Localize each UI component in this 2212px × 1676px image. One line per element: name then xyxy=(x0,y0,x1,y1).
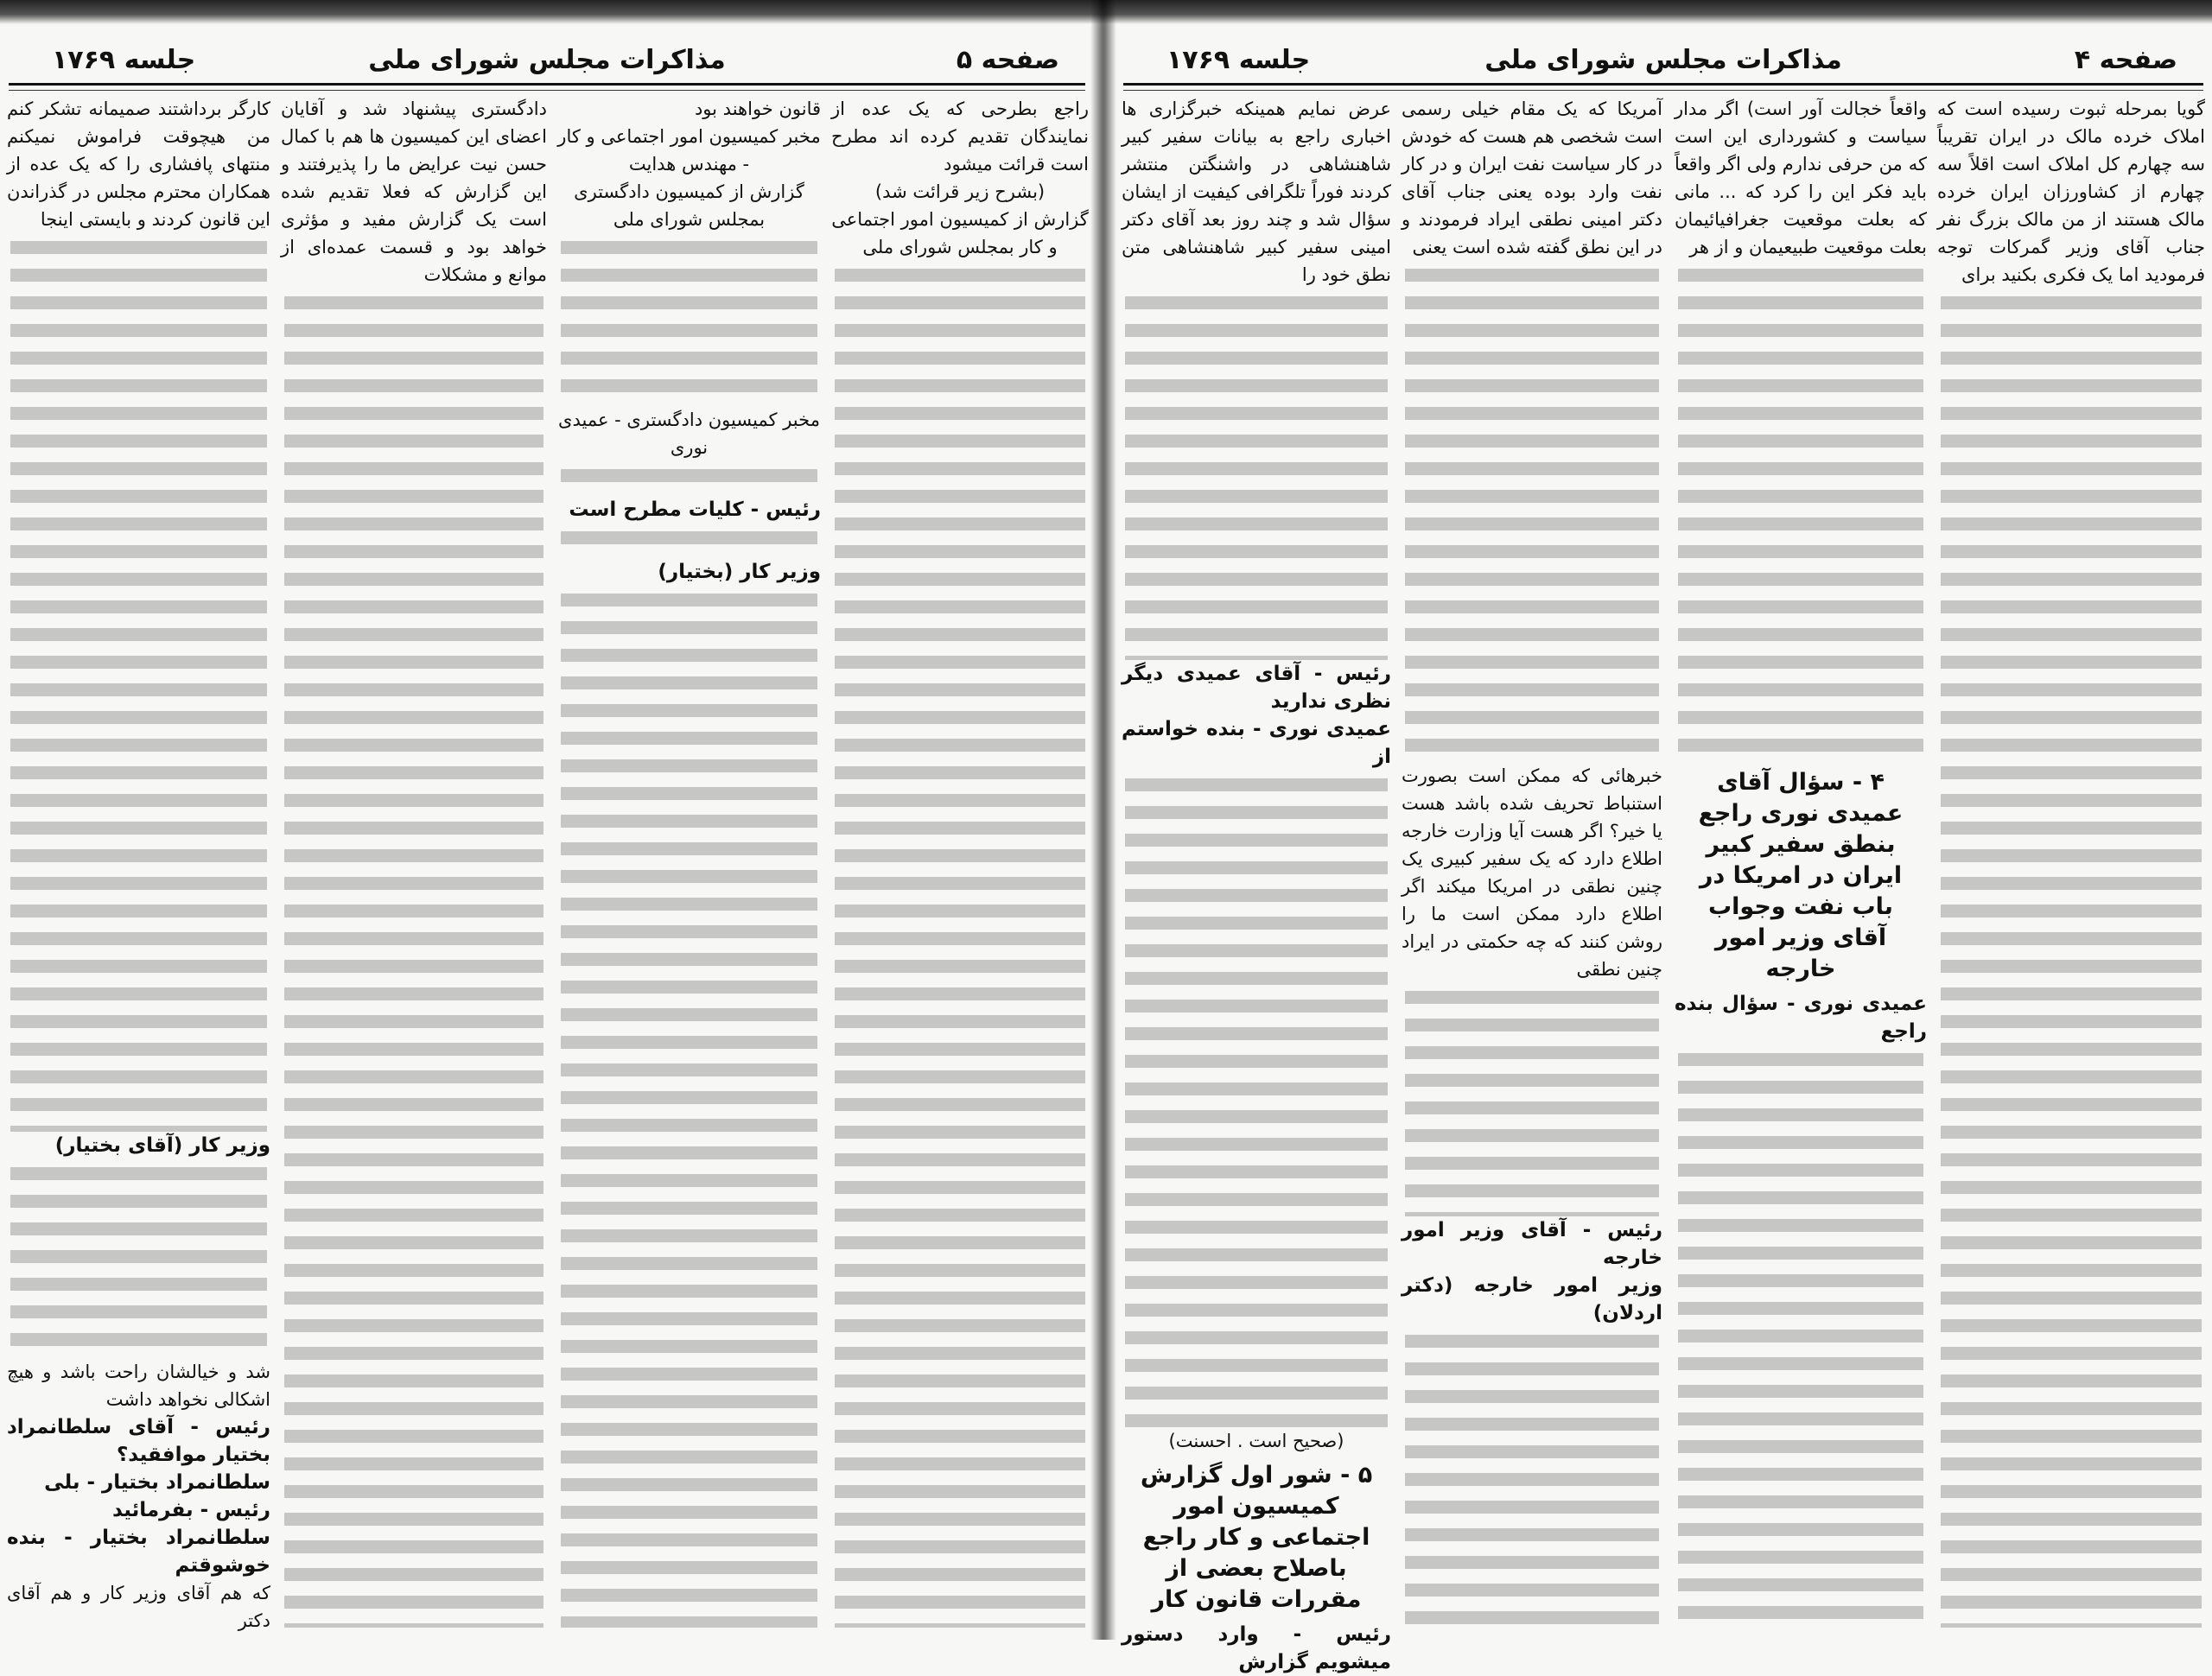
speaker-line: عمیدی نوری - سؤال بنده راجع xyxy=(1675,993,1927,1043)
body-text-lines xyxy=(284,289,543,1628)
header-rule xyxy=(1123,83,2203,91)
body-text-lines xyxy=(1125,289,1388,660)
body-text-lines xyxy=(835,261,1085,1628)
speaker-line: رئیس - بفرمائید xyxy=(111,1499,270,1521)
body-text-lines xyxy=(10,233,267,1132)
paragraph: که هم آقای وزیر کار و هم آقای دکتر xyxy=(7,1583,270,1631)
body-text-lines xyxy=(561,233,817,406)
speaker-line: رئیس - آقای وزیر امور خارجه xyxy=(1402,1219,1662,1269)
speaker-line: وزیر امور خارجه (دکتر اردلان) xyxy=(1402,1274,1662,1324)
paragraph: آمریکا که یک مقام خیلی رسمی است شخصی هم هست که خودش در کار سیاست نفت ایران و در کار نفت وارد بوده یعنی جناب آقای دکتر امینی نطقی ایراد فرمودند و در این نطق گفته شده است یعنی xyxy=(1402,98,1662,257)
session-number: جلسه ۱۷۶۹ xyxy=(1166,45,1311,75)
column xyxy=(1122,95,1391,1673)
body-text-lines xyxy=(561,586,817,1628)
body-text-lines xyxy=(1125,771,1388,1427)
publication-title: مذاکرات مجلس شورای ملی xyxy=(368,45,726,75)
paragraph: مخبر کمیسیون امور اجتماعی و کار - مهندس هدایت xyxy=(557,126,821,175)
paragraph: خبرهائی که ممکن است بصورت استنباط تحریف شده باشد هست یا خیر؟ اگر هست آیا وزارت خارجه اطلاع دارد که یک سفیر کبیری یک چنین نطقی در امریکا میکند اگر اطلاع دارد ممکن است ما را روشن کنند که چه حکمتی در ایراد چنین نطقی xyxy=(1402,765,1662,980)
paragraph: مخبر کمیسیون دادگستری - عمیدی نوری xyxy=(558,409,820,458)
section-heading: ۵ - شور اول گزارش کمیسیون امور اجتماعی و کار راجع باصلاح بعضی از مقررات قانون کار xyxy=(1140,1462,1373,1613)
right-page xyxy=(1115,0,2212,1673)
page-number: صفحه ۵ xyxy=(956,45,1059,75)
body-text-lines xyxy=(1405,983,1659,1216)
speaker-line: وزیر کار (بختیار) xyxy=(658,561,821,583)
binding-gutter xyxy=(1090,0,1116,1640)
speaker-line: رئیس - آقای سلطانمراد بختیار موافقید؟ xyxy=(7,1416,270,1466)
page-header xyxy=(0,45,1094,79)
speaker-line: رئیس - کلیات مطرح است xyxy=(569,498,821,521)
publication-title: مذاکرات مجلس شورای ملی xyxy=(1484,45,1842,75)
section-heading: ۴ - سؤال آقای عمیدی نوری راجع بنطق سفیر کبیر ایران در امریکا در باب نفت وجواب آقای وزیر امور خارجه xyxy=(1698,769,1904,982)
speaker-line: سلطانمراد بختیار - بلی xyxy=(44,1471,270,1494)
body-text-lines xyxy=(561,524,817,558)
speaker-line: سلطانمراد بختیار - بنده خوشوقتم xyxy=(7,1527,270,1577)
paragraph: گزارش از کمیسیون امور اجتماعی و کار بمجلس شورای ملی xyxy=(831,209,1089,257)
body-text-lines xyxy=(1678,261,1923,762)
column xyxy=(557,95,821,1628)
speaker-line: رئیس - وارد دستور میشویم گزارش xyxy=(1122,1623,1391,1673)
header-rule xyxy=(9,83,1085,91)
speaker-line: رئیس - آقای عمیدی دیگر نظری ندارید xyxy=(1122,663,1391,713)
speaker-line: وزیر کار (آقای بختیار) xyxy=(54,1134,270,1157)
column xyxy=(1937,95,2205,1628)
body-text-lines xyxy=(1941,289,2202,1628)
page-number: صفحه ۴ xyxy=(2074,45,2177,75)
body-text-lines xyxy=(1405,1327,1659,1628)
body-text-lines xyxy=(10,1159,267,1358)
paragraph: قانون خواهند بود xyxy=(694,98,821,119)
column xyxy=(1402,95,1662,1628)
column xyxy=(831,95,1089,1628)
paragraph: گویا بمرحله ثبوت رسیده است که املاک خرده مالک در ایران تقریباً سه چهارم کل املاک است اقلاً سه چهارم از کشاورزان ایران خرده مالک هستند از من مالک بزرگ نفر جناب آقای وزیر گمرکات توجه فرمودید اما یک فکری بکنید برای xyxy=(1937,98,2205,285)
body-text-lines xyxy=(561,461,817,496)
paragraph: واقعاً خجالت آور است) اگر مدار سیاست و کشورداری این است که من حرفی ندارم ولی اگر واقعاً باید فکر این را کرد که ... مانی که بعلت موقعیت جغرافیائیمان بعلت موقعیت طبیعیمان و از هر xyxy=(1675,98,1927,257)
paragraph: (بشرح زیر قرائت شد) xyxy=(874,181,1046,202)
session-number: جلسه ۱۷۶۹ xyxy=(52,45,196,75)
body-text-lines xyxy=(1405,261,1659,762)
column xyxy=(1675,95,1927,1628)
column xyxy=(281,95,547,1628)
paragraph: کارگر برداشتند صمیمانه تشکر کنم من هیچوقت فراموش نمیکنم منتهای پافشاری را که یک عده از همکاران محترم مجلس در گذراندن این قانون کردند و بایستی اینجا xyxy=(7,98,270,230)
speaker-line: عمیدی نوری - بنده خواستم از xyxy=(1122,718,1391,768)
body-text-lines xyxy=(1678,1045,1923,1628)
paragraph: شد و خیالشان راحت باشد و هیچ اشکالی نخواهد داشت xyxy=(7,1362,270,1410)
paragraph: گزارش از کمیسیون دادگستری بمجلس شورای ملی xyxy=(574,181,804,230)
column xyxy=(7,95,270,1631)
left-page xyxy=(0,0,1094,1640)
paragraph: عرض نمایم همینکه خبرگزاری ها اخباری راجع به بیانات سفیر کبیر شاهنشاهی در واشنگتن منتشر کردند فوراً تلگرافی کیفیت از ایشان سؤال شد و چند روز بعد آقای دکتر امینی سفیر کبیر شاهنشاهی متن نطق خود را xyxy=(1122,98,1391,285)
page-header xyxy=(1115,45,2212,79)
paragraph: دادگستری پیشنهاد شد و آقایان اعضای این کمیسیون ها هم با کمال حسن نیت عرایض ما را پذیرفتند و این گزارش که فعلا تقدیم شده است یک گزارش مفید و مؤثری خواهد بود و قسمت عمده‌ای از موانع و مشکلات xyxy=(281,98,547,285)
paragraph: (صحیح است . احسنت) xyxy=(1168,1431,1344,1451)
paragraph: راجع بطرحی که یک عده از نمایندگان تقدیم کرده اند مطرح است قرائت میشود xyxy=(831,98,1089,175)
